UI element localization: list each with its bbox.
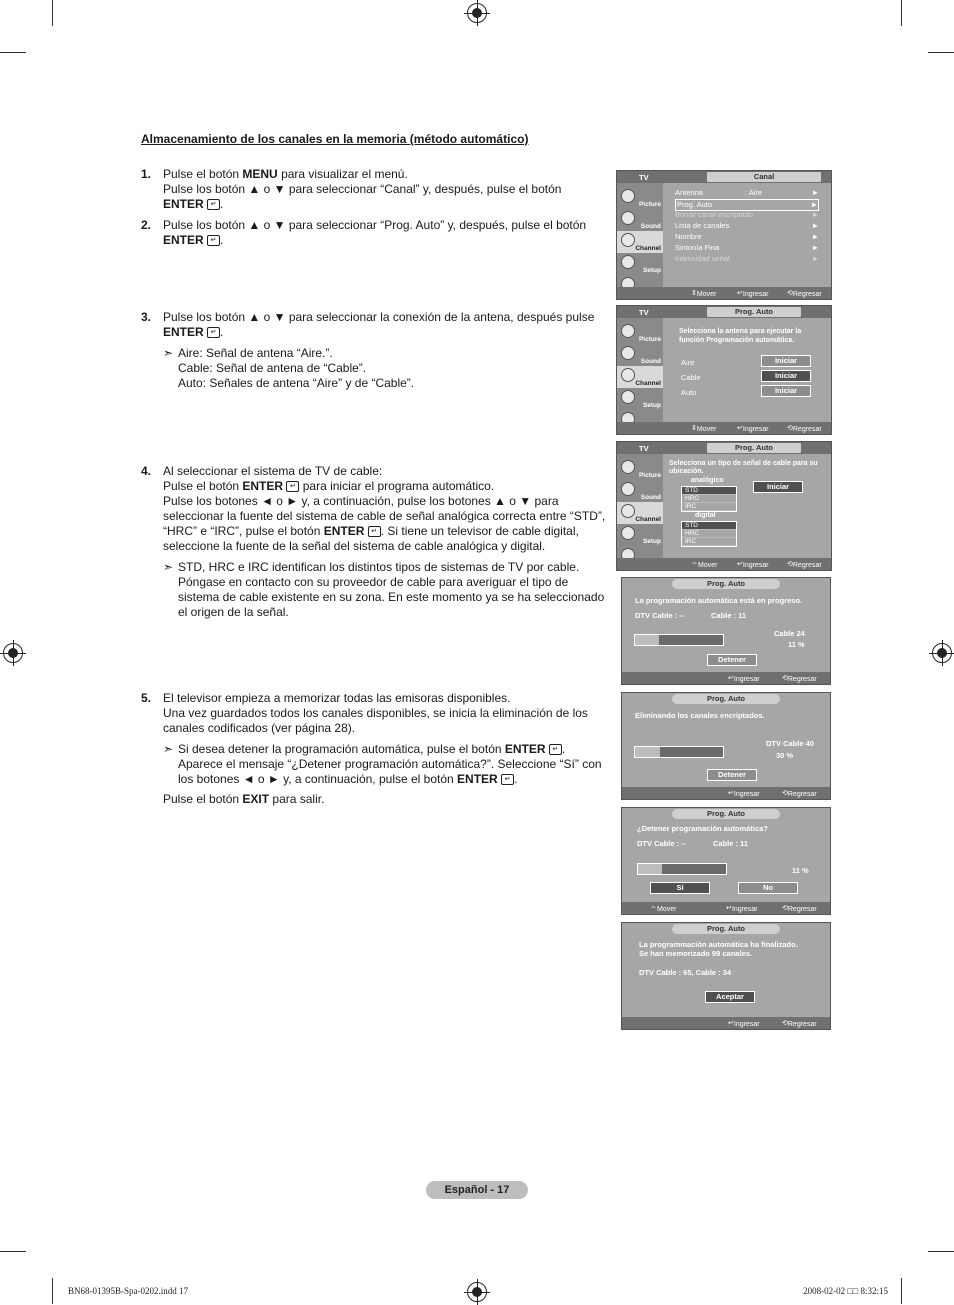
side-label: Channel bbox=[635, 245, 661, 252]
step-number: 3. bbox=[141, 310, 152, 324]
side-label: Sound bbox=[640, 223, 661, 230]
text: STD, HRC e IRC identifican los distintos tipos de sistemas de TV por cable. bbox=[178, 560, 580, 574]
text: Póngase en contacto con su proveedor de cable para averiguar el tipo de bbox=[178, 575, 569, 589]
osd-sidebar bbox=[617, 318, 663, 422]
osd-title: Prog. Auto bbox=[672, 809, 780, 819]
side-label: Setup bbox=[642, 538, 661, 545]
hint-text: Ingresar bbox=[742, 426, 769, 433]
step-5 bbox=[141, 691, 611, 811]
side-label: Channel bbox=[635, 516, 661, 523]
enter-icon: ↵ bbox=[207, 235, 220, 246]
channel-icon bbox=[621, 233, 635, 247]
osd-tv-label: TV bbox=[639, 308, 649, 317]
arrow-right-icon: ► bbox=[811, 243, 819, 252]
iniciar-auto-button[interactable]: Iniciar bbox=[761, 385, 811, 397]
step-3: 3. Pulse los botón ▲ o ▼ para seleccionar la conexión de la antena, después pulse ENTER ↵ . ➣ Aire: Señal de antena “Aire.”. Cable: Señal de antena de “Cable”. Auto: Señales de antena “Aire” y de “Cable”. bbox=[141, 310, 611, 400]
text: para visualizar el menú. bbox=[277, 167, 408, 181]
registration-mark-icon bbox=[467, 1282, 487, 1302]
note-arrow-icon: ➣ bbox=[163, 742, 174, 756]
hint-text: Ingresar bbox=[733, 1021, 760, 1028]
enter-hint: ↵ Ingresar bbox=[728, 675, 760, 683]
return-hint: ⟲ Regresar bbox=[787, 425, 822, 433]
sound-icon bbox=[621, 346, 635, 360]
option-std[interactable]: STD bbox=[682, 487, 736, 495]
sound-icon bbox=[621, 482, 635, 496]
osd-tv-label: TV bbox=[639, 173, 649, 182]
text: Una vez guardados todos los canales disponibles, se inicia la eliminación de los bbox=[163, 706, 588, 720]
option-hrc[interactable]: HRC bbox=[682, 530, 736, 538]
dtv-cable-count: DTV Cable : -- bbox=[635, 611, 685, 620]
osd-message: ubicación. bbox=[669, 468, 704, 475]
osd-sidebar bbox=[617, 454, 663, 558]
osd-title: Prog. Auto bbox=[672, 579, 780, 589]
progress-bar bbox=[637, 863, 727, 875]
osd-footer bbox=[617, 558, 831, 570]
registration-mark-icon bbox=[3, 643, 23, 663]
cable-count: Cable : 11 bbox=[713, 839, 749, 848]
progress-percent: 30 % bbox=[776, 751, 794, 760]
channel-icon bbox=[621, 368, 635, 382]
osd-footer bbox=[622, 902, 830, 914]
analog-list bbox=[681, 486, 737, 512]
antenna-label-aire: Aire bbox=[681, 358, 695, 367]
analog-label: analógico bbox=[691, 477, 724, 484]
step-2: 2. Pulse los botón ▲ o ▼ para seleccionar “Prog. Auto” y, después, pulse el botón ENTER ↵ . bbox=[141, 218, 611, 250]
option-irc[interactable]: IRC bbox=[682, 538, 736, 546]
text: para salir. bbox=[269, 792, 325, 806]
no-button[interactable]: No bbox=[738, 882, 798, 894]
key-enter: ENTER bbox=[457, 772, 498, 786]
hint-text: Regresar bbox=[787, 906, 817, 913]
key-exit: EXIT bbox=[242, 792, 270, 806]
osd-title: Prog. Auto bbox=[672, 694, 780, 704]
text: seleccione la fuente de la señal del sistema de cable analógica y digital. bbox=[163, 539, 546, 553]
move-hint: ⇕ Mover bbox=[691, 425, 717, 433]
step-number: 1. bbox=[141, 167, 152, 181]
menu-item-borrar bbox=[675, 210, 819, 220]
text: el origen de la señal. bbox=[178, 605, 289, 619]
text: los botones ◄ o ► y, a continuación, pulse el botón bbox=[178, 772, 458, 786]
osd-message: La programación automática está en progreso. bbox=[635, 596, 803, 605]
side-item-sound[interactable] bbox=[617, 344, 663, 366]
text: Si desea detener la programación automática, pulse el botón bbox=[178, 742, 505, 756]
side-item-picture[interactable] bbox=[617, 187, 663, 209]
enter-icon: ↵ bbox=[286, 481, 299, 492]
move-hint: ⇔ Mover bbox=[650, 904, 677, 913]
osd-footer bbox=[622, 1017, 830, 1029]
yes-button[interactable]: Sí bbox=[650, 882, 710, 894]
side-item-picture[interactable] bbox=[617, 458, 663, 480]
osd-footer bbox=[622, 787, 830, 799]
note bbox=[163, 346, 611, 391]
hint-text: Ingresar bbox=[733, 791, 760, 798]
key-enter: ENTER bbox=[323, 524, 365, 538]
progress-fill bbox=[638, 864, 662, 874]
osd-cable-type-select bbox=[616, 441, 832, 571]
arrow-right-icon: ► bbox=[811, 221, 819, 230]
enter-icon: ↵ bbox=[207, 327, 220, 338]
side-item-setup[interactable] bbox=[617, 524, 663, 546]
text: Al seleccionar el sistema de TV de cable: bbox=[163, 464, 383, 478]
progress-bar bbox=[634, 746, 724, 758]
menu-label: Antenna bbox=[675, 188, 703, 197]
sound-icon bbox=[621, 211, 635, 225]
text: Pulse los botón ▲ o ▼ para seleccionar “Prog. Auto” y, después, pulse el botón bbox=[163, 218, 587, 232]
key-enter: ENTER bbox=[163, 325, 204, 339]
arrow-right-icon: ► bbox=[811, 210, 819, 219]
key-enter: ENTER bbox=[163, 233, 204, 247]
picture-icon bbox=[621, 460, 635, 474]
detener-button[interactable]: Detener bbox=[707, 654, 757, 666]
menu-label: Prog. Auto bbox=[677, 200, 713, 209]
return-hint: ⟲ Regresar bbox=[787, 290, 822, 298]
osd-channel-menu bbox=[616, 170, 832, 300]
osd-autoprog-finished bbox=[621, 922, 831, 1030]
side-label: Setup bbox=[642, 267, 661, 274]
enter-hint: ↵ Ingresar bbox=[737, 425, 769, 433]
move-hint: ⇕ Mover bbox=[691, 290, 717, 298]
setup-icon bbox=[621, 255, 635, 269]
channel-icon bbox=[621, 504, 635, 518]
enter-hint: ↵ Ingresar bbox=[728, 790, 760, 798]
menu-label: Sintonía Fina bbox=[675, 243, 720, 252]
option-irc[interactable]: IRC bbox=[682, 503, 736, 511]
text: Aire: Señal de antena “Aire.”. bbox=[178, 346, 333, 360]
cable-count: Cable : 11 bbox=[711, 611, 747, 620]
side-label: Channel bbox=[635, 380, 661, 387]
osd-title: Prog. Auto bbox=[707, 307, 801, 317]
osd-message: función Programación automática. bbox=[679, 337, 795, 344]
return-hint: ⟲ Regresar bbox=[782, 905, 817, 913]
text: Pulse los botones ◄ o ► y, a continuación, pulse los botones ▲ o ▼ para bbox=[163, 494, 559, 508]
enter-hint: ↵ Ingresar bbox=[737, 561, 769, 569]
digital-label: digital bbox=[695, 512, 716, 519]
enter-icon: ↵ bbox=[501, 774, 514, 785]
enter-icon: ↵ bbox=[368, 526, 381, 537]
antenna-label-auto: Auto bbox=[681, 388, 697, 397]
osd-message: ¿Detener programación automática? bbox=[637, 824, 768, 833]
osd-message: Eliminando los canales encriptados. bbox=[635, 711, 765, 720]
side-label: Sound bbox=[640, 494, 661, 501]
osd-message: Se han memorizado 99 canales. bbox=[639, 949, 752, 958]
hint-text: Ingresar bbox=[742, 291, 769, 298]
picture-icon bbox=[621, 189, 635, 203]
side-item-setup[interactable] bbox=[617, 253, 663, 275]
text: “HRC” e “IRC”, pulse el botón bbox=[163, 524, 324, 538]
side-label: Picture bbox=[638, 472, 661, 479]
osd-antenna-select bbox=[616, 305, 832, 435]
osd-tv-label: TV bbox=[639, 444, 649, 453]
step-number: 5. bbox=[141, 691, 152, 705]
osd-autoprog-progress bbox=[621, 577, 831, 685]
iniciar-aire-button[interactable]: Iniciar bbox=[761, 355, 811, 367]
move-hint: ⇔ Mover bbox=[691, 560, 718, 569]
hint-text: Regresar bbox=[792, 426, 822, 433]
menu-item-sintonia[interactable] bbox=[675, 243, 819, 253]
menu-label: Lista de canales bbox=[675, 221, 730, 230]
osd-sidebar bbox=[617, 183, 663, 287]
side-item-channel[interactable] bbox=[617, 231, 663, 253]
cable-channel: Cable 24 bbox=[774, 629, 805, 638]
osd-content bbox=[665, 320, 829, 420]
menu-item-antenna[interactable] bbox=[675, 188, 819, 198]
hint-text: Mover bbox=[696, 426, 717, 433]
dtv-cable-channel: DTV Cable 40 bbox=[766, 739, 814, 748]
text: Pulse los botón ▲ o ▼ para seleccionar “Canal” y, después, pulse el botón bbox=[163, 182, 562, 196]
side-item-channel[interactable] bbox=[617, 502, 663, 524]
side-item-setup[interactable] bbox=[617, 388, 663, 410]
hint-text: Regresar bbox=[787, 791, 817, 798]
osd-content bbox=[665, 185, 829, 285]
osd-message: Selecciona la antena para ejecutar la bbox=[679, 328, 802, 335]
digital-list bbox=[681, 521, 737, 547]
side-item-channel[interactable] bbox=[617, 366, 663, 388]
step-number: 4. bbox=[141, 464, 152, 478]
footer-timestamp: 2008-02-02 □□ 8:32:15 bbox=[803, 1286, 888, 1296]
dtv-cable-count: DTV Cable : -- bbox=[637, 839, 687, 848]
text: sistema de cable existente en su zona. En este momento ya se ha seleccionado bbox=[178, 590, 605, 604]
arrow-right-icon: ► bbox=[811, 188, 819, 197]
registration-mark-icon bbox=[932, 643, 952, 663]
osd-footer bbox=[617, 422, 831, 434]
menu-label: Intensidad señal bbox=[675, 254, 730, 263]
osd-title: Prog. Auto bbox=[707, 443, 801, 453]
result-counts: DTV Cable : 65, Cable : 34 bbox=[639, 968, 732, 977]
hint-text: Mover bbox=[696, 291, 717, 298]
enter-hint: ↵ Ingresar bbox=[737, 290, 769, 298]
text: Pulse el botón bbox=[163, 167, 243, 181]
text: para iniciar el programa automático. bbox=[299, 479, 495, 493]
return-hint: ⟲ Regresar bbox=[782, 790, 817, 798]
osd-title: Canal bbox=[707, 172, 821, 182]
step-1: 1. Pulse el botón MENU para visualizar el menú. Pulse los botón ▲ o ▼ para seleccionar “Canal” y, después, pulse el botón ENTER ↵ . bbox=[141, 167, 611, 217]
hint-text: Ingresar bbox=[733, 676, 760, 683]
return-hint: ⟲ Regresar bbox=[787, 561, 822, 569]
setup-icon bbox=[621, 526, 635, 540]
text: . Si tiene un televisor de cable digital, bbox=[380, 524, 579, 538]
side-item-sound[interactable] bbox=[617, 209, 663, 231]
hint-text: Regresar bbox=[792, 562, 822, 569]
hint-text: Regresar bbox=[787, 676, 817, 683]
osd-content bbox=[665, 456, 829, 556]
menu-item-intensidad bbox=[675, 254, 819, 264]
arrow-right-icon: ► bbox=[811, 232, 819, 241]
progress-fill bbox=[635, 635, 659, 645]
option-hrc[interactable]: HRC bbox=[682, 495, 736, 503]
text: Auto: Señales de antena “Aire” y de “Cable”. bbox=[178, 376, 415, 390]
key-enter: ENTER bbox=[163, 197, 204, 211]
iniciar-cable-button[interactable]: Iniciar bbox=[761, 370, 811, 382]
text: Aparece el mensaje “¿Detener programación automática?”. Seleccione “Sí” con bbox=[178, 757, 602, 771]
hint-text: Mover bbox=[657, 906, 677, 913]
antenna-label-cable: Cable bbox=[681, 373, 701, 382]
enter-hint: ↵ Ingresar bbox=[728, 1020, 760, 1028]
hint-text: Mover bbox=[698, 562, 718, 569]
key-enter: ENTER bbox=[242, 479, 284, 493]
arrow-right-icon: ► bbox=[810, 200, 818, 209]
return-hint: ⟲ Regresar bbox=[782, 675, 817, 683]
footer-file-name: BN68-01395B-Spa-0202.indd 17 bbox=[68, 1286, 188, 1296]
text: canales codificados (ver página 28). bbox=[163, 721, 356, 735]
hint-text: Regresar bbox=[787, 1021, 817, 1028]
text: Pulse el botón bbox=[163, 479, 243, 493]
menu-label: Nombre bbox=[675, 232, 702, 241]
text: Pulse el botón bbox=[163, 792, 243, 806]
detener-button[interactable]: Detener bbox=[707, 769, 757, 781]
osd-message: Selecciona un tipo de señal de cable para su bbox=[669, 460, 818, 467]
registration-mark-icon bbox=[467, 3, 487, 23]
arrow-right-icon: ► bbox=[811, 254, 819, 263]
note-arrow-icon: ➣ bbox=[163, 560, 174, 574]
text: El televisor empieza a memorizar todas las emisoras disponibles. bbox=[163, 691, 511, 705]
side-label: Picture bbox=[638, 336, 661, 343]
osd-deleting-encrypted bbox=[621, 692, 831, 800]
enter-icon: ↵ bbox=[207, 199, 220, 210]
step-number: 2. bbox=[141, 218, 152, 232]
enter-icon: ↵ bbox=[549, 744, 562, 755]
progress-percent: 11 % bbox=[788, 640, 805, 649]
note-arrow-icon: ➣ bbox=[163, 346, 174, 360]
menu-item-nombre[interactable] bbox=[675, 232, 819, 242]
side-label: Picture bbox=[638, 201, 661, 208]
osd-stop-confirm bbox=[621, 807, 831, 915]
menu-item-lista[interactable] bbox=[675, 221, 819, 231]
note: ➣ Si desea detener la programación automática, pulse el botón ENTER ↵ . Aparece el mensaje “¿Detener programación automática?”. Seleccione “Sí” con los botones ◄ o ► y, a continuación, pulse el botón ENTER ↵ . bbox=[163, 742, 611, 787]
menu-value: : Aire bbox=[745, 188, 763, 197]
text: seleccionar la fuente del sistema de cable de señal analógica correcta entre “STD”, bbox=[163, 509, 606, 523]
text: Cable: Señal de antena de “Cable”. bbox=[178, 361, 367, 375]
hint-text: Regresar bbox=[792, 291, 822, 298]
hint-text: Ingresar bbox=[731, 906, 758, 913]
progress-bar bbox=[634, 634, 724, 646]
iniciar-button[interactable]: Iniciar bbox=[753, 481, 803, 493]
osd-title: Prog. Auto bbox=[672, 924, 780, 934]
side-label: Sound bbox=[640, 358, 661, 365]
osd-message: La programmación automática ha finalizado. bbox=[639, 940, 798, 949]
page-number-label: Español - 17 bbox=[426, 1181, 528, 1199]
step-4 bbox=[141, 464, 611, 624]
osd-footer bbox=[622, 672, 830, 684]
key-menu: MENU bbox=[242, 167, 278, 181]
hint-text: Ingresar bbox=[742, 562, 769, 569]
text: Pulse los botón ▲ o ▼ para seleccionar la conexión de la antena, después pulse bbox=[163, 310, 595, 324]
return-hint: ⟲ Regresar bbox=[782, 1020, 817, 1028]
menu-label: Borrar canal encriptado bbox=[675, 210, 753, 219]
option-std[interactable]: STD bbox=[682, 522, 736, 530]
key-enter: ENTER bbox=[504, 742, 546, 756]
side-item-picture[interactable] bbox=[617, 322, 663, 344]
picture-icon bbox=[621, 324, 635, 338]
progress-percent: 11 % bbox=[792, 866, 809, 875]
setup-icon bbox=[621, 390, 635, 404]
aceptar-button[interactable]: Aceptar bbox=[705, 991, 755, 1003]
progress-fill bbox=[635, 747, 660, 757]
osd-footer bbox=[617, 287, 831, 299]
section-heading: Almacenamiento de los canales en la memoria (método automático) bbox=[141, 132, 529, 146]
side-label: Setup bbox=[642, 402, 661, 409]
note bbox=[163, 560, 611, 620]
enter-hint: ↵ Ingresar bbox=[726, 905, 758, 913]
side-item-sound[interactable] bbox=[617, 480, 663, 502]
